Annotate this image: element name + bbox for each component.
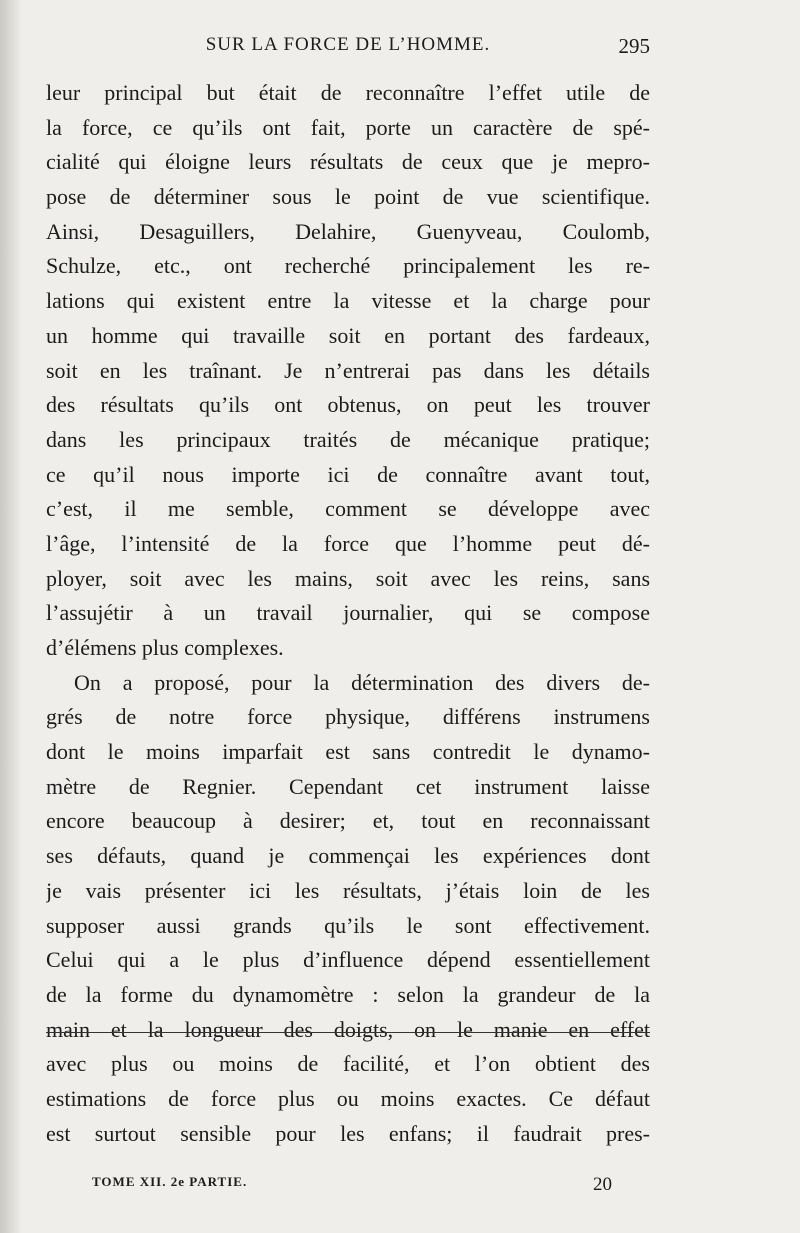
body-text (46, 76, 650, 1151)
running-title: SUR LA FORCE DE L’HOMME. (205, 34, 491, 55)
text-line: un homme qui travaille soit en portant des fardeaux, (46, 322, 650, 348)
text-line: d’élémens plus complexes. (46, 635, 284, 660)
text-line: est surtout sensible pour les enfans; il faudrait pres- (46, 1120, 650, 1146)
text-line: lations qui existent entre la vitesse et la charge pour (46, 288, 650, 314)
text-line: Schulze, etc., ont recherché principalement les re- (46, 253, 650, 279)
binding-shadow (0, 0, 22, 1233)
text-line: avec plus ou moins de facilité, et l’on obtient des (46, 1051, 650, 1077)
text-line: ses défauts, quand je commençai les expériences dont (46, 843, 650, 869)
text-line: ce qu’il nous importe ici de connaître avant tout, (46, 461, 650, 487)
text-line: l’âge, l’intensité de la force que l’homme peut dé- (46, 530, 650, 556)
text-line: main et la longueur des doigts, on le manie en effet (46, 1016, 650, 1042)
signature-number: 20 (593, 1174, 612, 1195)
text-line: de la forme du dynamomètre : selon la grandeur de la (46, 981, 650, 1007)
text-line: dont le moins imparfait est sans contredit le dynamo- (46, 739, 650, 765)
text-line: la force, ce qu’ils ont fait, porte un caractère de spé- (46, 114, 650, 140)
horizontal-rule (46, 1032, 650, 1033)
signature-mark: TOME XII. 2e PARTIE. (92, 1174, 248, 1189)
text-line: soit en les traînant. Je n’entrerai pas dans les détails (46, 357, 650, 383)
text-line: grés de notre force physique, différens instrumens (46, 704, 650, 730)
text-line: leur principal but était de reconnaître l’effet utile de (46, 80, 650, 105)
text-line: encore beaucoup à desirer; et, tout en reconnaissant (46, 808, 650, 834)
text-line: des résultats qu’ils ont obtenus, on peut les trouver (46, 392, 650, 418)
text-line: mètre de Regnier. Cependant cet instrument laisse (46, 773, 650, 799)
text-line: dans les principaux traités de mécanique pratique; (46, 426, 650, 452)
text-line: je vais présenter ici les résultats, j’étais loin de les (46, 877, 650, 903)
text-line: Ainsi, Desaguillers, Delahire, Guenyveau, Coulomb, (46, 218, 650, 244)
text-line: pose de déterminer sous le point de vue scientifique. (46, 184, 650, 210)
text-line: On a proposé, pour la détermination des divers de- (74, 669, 650, 695)
page-header (46, 34, 650, 64)
text-line: supposer aussi grands qu’ils le sont effectivement. (46, 912, 650, 938)
text-line: l’assujétir à un travail journalier, qui se compose (46, 600, 650, 626)
page-footer (92, 1174, 612, 1200)
text-line: Celui qui a le plus d’influence dépend essentiellement (46, 947, 650, 973)
text-line: estimations de force plus ou moins exactes. Ce défaut (46, 1085, 650, 1111)
text-line: cialité qui éloigne leurs résultats de ceux que je mepro- (46, 149, 650, 175)
page-number: 295 (618, 34, 650, 58)
text-line: c’est, il me semble, comment se développe avec (46, 496, 650, 522)
text-line: ployer, soit avec les mains, soit avec les reins, sans (46, 565, 650, 591)
